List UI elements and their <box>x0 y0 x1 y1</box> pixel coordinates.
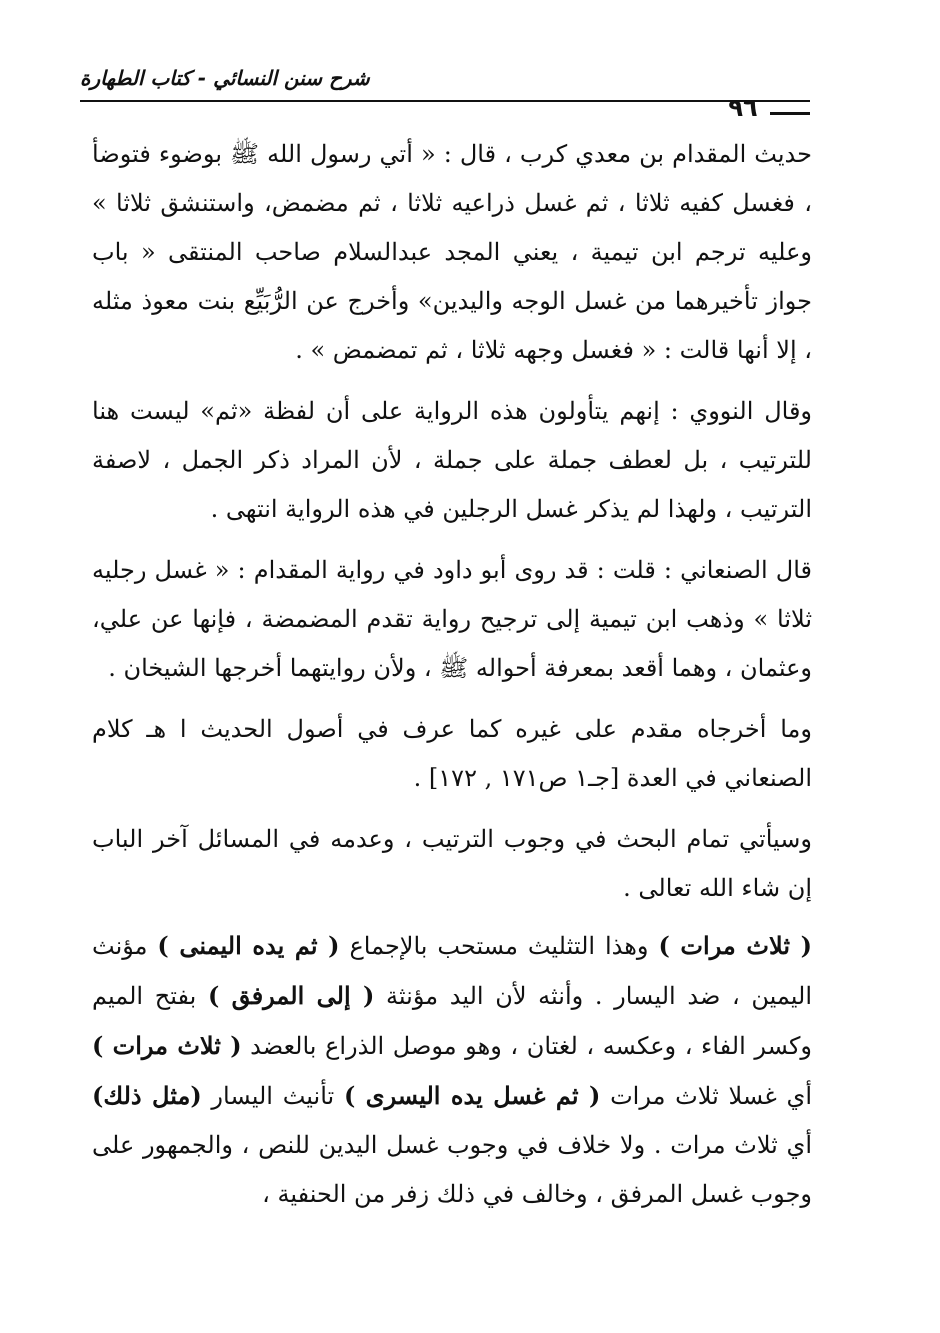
page-number: ٩٦ <box>728 94 758 122</box>
text-run: وما أخرجاه مقدم على غيره كما عرف في أصول الحديث ا هـ كلام الصنعاني في العدة [جـ١ ص١٧١ , ١٧٢] . <box>92 715 812 792</box>
header-rule <box>80 100 810 102</box>
bold-phrase: (مثل ذلك) <box>92 1081 202 1110</box>
text-run: بفتح الميم وكسر الفاء ، وعكسه ، لغتان ، وهو موصل الذراع بالعضد <box>92 982 812 1060</box>
running-header-title: شرح سنن النسائي - كتاب الطهارة <box>80 66 370 90</box>
text-run: قال الصنعاني : قلت : قد روى أبو داود في رواية المقدام : « غسل رجليه ثلاثا » وذهب ابن تيمية إلى ترجيح رواية تقدم المضمضة ، فإنها عن علي، وعثمان ، وهما أقعد بمعرفة أحواله ﷺ ، ولأن روايتهما أخرجها الشيخان . <box>92 556 813 682</box>
text-run: وسيأتي تمام البحث في وجوب الترتيب ، وعدمه في المسائل آخر الباب إن شاء الله تعالى . <box>92 825 812 902</box>
bold-phrase: ( ثلاث مرات ) <box>658 931 813 960</box>
paragraph <box>92 130 812 375</box>
text-run: حديث المقدام بن معدي كرب ، قال : « أتي رسول الله ﷺ بوضوء فتوضأ ، فغسل كفيه ثلاثا ، ثم غسل ذراعيه ثلاثا ، ثم مضمض، واستنشق ثلاثا » وعليه ترجم ابن تيمية ، يعني المجد عبدالسلام صاحب المنتقى « باب جواز تأخيرهما من غسل الوجه واليدين» وأخرج عن الرُّبَيِّع بنت معوذ مثله ، إلا أنها قالت : « فغسل وجهه ثلاثا ، ثم تمضمض » . <box>92 140 812 364</box>
page-number-dash <box>770 112 810 115</box>
bold-phrase: ( ثلاث مرات ) <box>92 1031 242 1060</box>
body-text <box>92 130 812 1231</box>
bold-phrase: ( ثم يده اليمنى ) <box>157 931 340 960</box>
paragraph <box>92 921 812 1219</box>
paragraph <box>92 705 812 803</box>
text-run: أي غسلا ثلاث مرات <box>600 1082 812 1110</box>
text-run: تأنيث اليسار <box>201 1082 344 1110</box>
bold-phrase: ( ثم غسل يده اليسرى ) <box>343 1081 601 1110</box>
paragraph <box>92 387 812 534</box>
paragraph <box>92 546 812 693</box>
text-run: أي ثلاث مرات . ولا خلاف في وجوب غسل اليدين للنص ، والجمهور على وجوب غسل المرفق ، وخالف في ذلك زفر من الحنفية ، <box>92 1131 812 1208</box>
paragraph <box>92 815 812 913</box>
text-run: وهذا التثليث مستحب بالإجماع <box>339 932 659 960</box>
text-run: مؤنث اليمين ، ضد اليسار . وأنثه لأن اليد مؤنثة <box>92 932 812 1010</box>
text-run: وقال النووي : إنهم يتأولون هذه الرواية على أن لفظة «ثم» ليست هنا للترتيب ، بل لعطف جملة على جملة ، لأن المراد ذكر الجمل ، لاصفة الترتيب ، ولهذا لم يذكر غسل الرجلين في هذه الرواية انتهى . <box>92 397 812 523</box>
bold-phrase: ( إلى المرفق ) <box>207 981 375 1010</box>
